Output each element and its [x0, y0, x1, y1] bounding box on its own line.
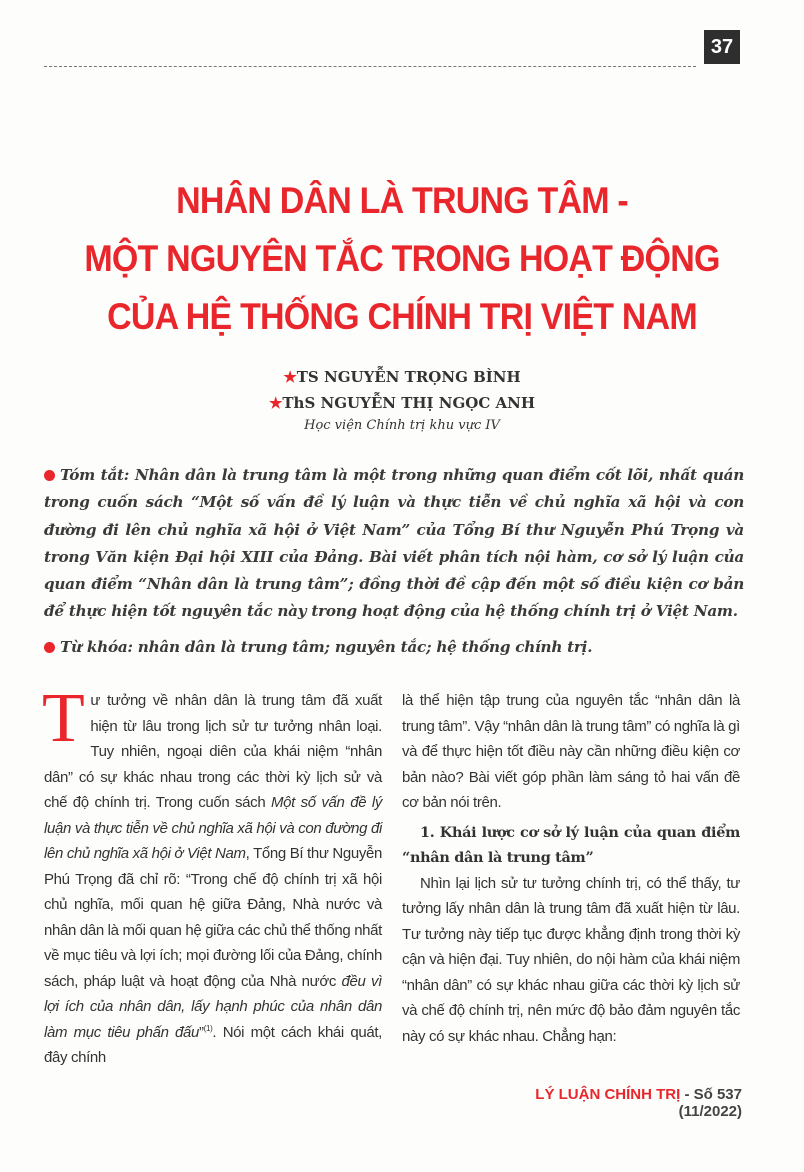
author-affiliation: Học viện Chính trị khu vực IV: [304, 418, 500, 433]
star-icon: ★: [268, 394, 283, 412]
author-name: ★TS NGUYỄN TRỌNG BÌNH: [283, 368, 521, 386]
star-icon: ★: [283, 368, 297, 386]
body-paragraph: là thể hiện tập trung của nguyên tắc “nhân dân là trung tâm”. Vậy “nhân dân là trung tâm” có nghĩa là gì và để thực hiện tốt điều này cần những điều kiện cơ bản nào? Bài viết góp phần làm sáng tỏ hai vấn đề cơ bản nói trên.: [402, 692, 740, 811]
page-number: 37: [704, 30, 740, 64]
page-footer: [480, 1086, 742, 1120]
body-column-right: [402, 688, 740, 1049]
issue-number: - Số 537 (11/2022): [678, 1086, 742, 1120]
title-line: NHÂN DÂN LÀ TRUNG TÂM -: [176, 180, 628, 222]
journal-name: LÝ LUẬN CHÍNH TRỊ: [535, 1086, 681, 1103]
bullet-dot-icon: [44, 642, 55, 653]
article-title: [40, 172, 764, 346]
author-name: ★ThS NGUYỄN THỊ NGỌC ANH: [268, 394, 536, 412]
abstract-block: [44, 462, 744, 661]
footnote-ref: (1): [203, 1023, 213, 1033]
body-paragraph: Tư tưởng về nhân dân là trung tâm đã xuất hiện từ lâu trong lịch sử tư tưởng nhân loại. Tuy nhiên, ngoại diên của khái niệm “nhân dân” có sự khác nhau trong các thời kỳ lịch sử và chế độ chính trị. Trong cuốn sách Một số vấn đề lý luận và thực tiễn về chủ nghĩa xã hội và con đường đi lên chủ nghĩa xã hội ở Việt Nam, Tổng Bí thư Nguyễn Phú Trọng đã chỉ rõ: “Trong chế độ chính trị xã hội chủ nghĩa, mối quan hệ giữa Đảng, Nhà nước và nhân dân là mối quan hệ giữa các chủ thể thống nhất về mục tiêu và lợi ích; mọi đường lối của Đảng, chính sách, pháp luật và hoạt động của Nhà nước đều vì lợi ích của nhân dân, lấy hạnh phúc của nhân dân làm mục tiêu phấn đấu”$^{(1)}$. Nói một cách khái quát, đây chính: [42, 680, 383, 1066]
abstract: Tóm tắt: Nhân dân là trung tâm là một trong những quan điểm cốt lõi, nhất quán trong cuốn sách “Một số vấn đề lý luận và thực tiễn về chủ nghĩa xã hội và con đường đi lên chủ nghĩa xã hội ở Việt Nam” của Tổng Bí thư Nguyễn Phú Trọng và trong Văn kiện Đại hội XIII của Đảng. Bài viết phân tích nội hàm, cơ sở lý luận của quan điểm “Nhân dân là trung tâm”; đồng thời đề cập đến một số điều kiện cơ bản để thực hiện tốt nguyên tắc này trong hoạt động của hệ thống chính trị ở Việt Nam.: [44, 466, 744, 621]
author-block: [200, 364, 604, 436]
title-line: CỦA HỆ THỐNG CHÍNH TRỊ VIỆT NAM: [107, 296, 697, 338]
keywords: Từ khóa: nhân dân là trung tâm; nguyên tắc; hệ thống chính trị.: [44, 634, 744, 661]
body-column-left: [42, 680, 383, 1071]
title-line: MỘT NGUYÊN TẮC TRONG HOẠT ĐỘNG: [84, 238, 720, 280]
header-rule: [44, 66, 696, 67]
bullet-dot-icon: [44, 470, 55, 481]
section-heading: 1. Khái lược cơ sở lý luận của quan điểm “nhân dân là trung tâm”: [402, 823, 740, 866]
body-paragraph: Nhìn lại lịch sử tư tưởng chính trị, có thể thấy, tư tưởng lấy nhân dân là trung tâm đã xuất hiện từ lâu. Tư tưởng này tiếp tục được khẳng định trong thời kỳ cận và hiện đại. Tuy nhiên, do nội hàm của khái niệm “nhân dân” có sự khác nhau giữa các thời kỳ lịch sử và chế độ chính trị, nên mức độ bảo đảm nguyên tắc này có sự khác nhau. Chẳng hạn:: [402, 874, 740, 1045]
drop-cap: T: [42, 680, 85, 757]
